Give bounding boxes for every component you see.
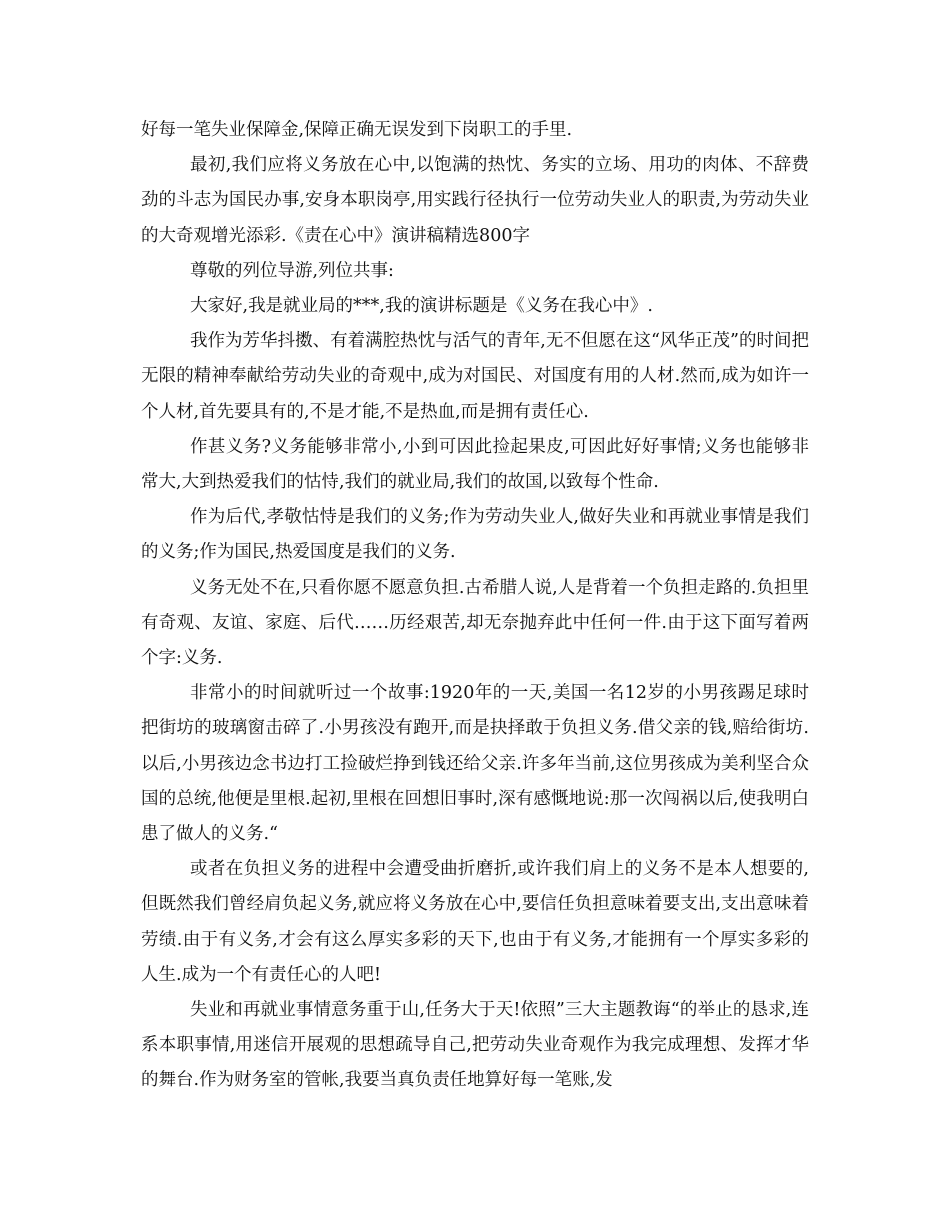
paragraph-9: 非常小的时间就听过一个故事:1920年的一天,美国一名12岁的小男孩踢足球时把街坊的玻璃窗击碎了.小男孩没有跑开,而是抉择敢于负担义务.借父亲的钱,赔给街坊.以后,小男孩边念书边打工捡破烂挣到钱还给父亲.许多年当前,这位男孩成为美利坚合众国的总统,他便是里根.起初,里根在回想旧事时,深有感慨地说:那一次闯祸以后,使我明白患了做人的义务.“ [141, 683, 809, 845]
paragraph-10: 或者在负担义务的进程中会遭受曲折磨折,或许我们肩上的义务不是本人想要的,但既然我们曾经肩负起义务,就应将义务放在心中,要信任负担意味着要支出,支出意味着劳绩.由于有义务,才会有这么厚实多彩的天下,也由于有义务,才能拥有一个厚实多彩的人生.成为一个有责任心的人吧! [141, 859, 809, 985]
paragraph-7: 作为后代,孝敬怙恃是我们的义务;作为劳动失业人,做好失业和再就业事情是我们的义务;作为国民,热爱国度是我们的义务. [141, 507, 809, 563]
paragraph-5: 我作为芳华抖擞、有着满腔热忱与活气的青年,无不但愿在这“风华正茂”的时间把无限的精神奉献给劳动失业的奇观中,成为对国民、对国度有用的人材.然而,成为如许一个人材,首先要具有的,不是才能,不是热血,而是拥有责任心. [141, 331, 809, 422]
paragraph-8: 义务无处不在,只看你愿不愿意负担.古希腊人说,人是背着一个负担走路的.负担里有奇观、友谊、家庭、后代……历经艰苦,却无奈抛弃此中任何一件.由于这下面写着两个字:义务. [141, 577, 809, 669]
paragraph-3: 尊敬的列位导游,列位共事: [190, 260, 394, 281]
paragraph-1: 好每一笔失业保障金,保障正确无误发到下岗职工的手里. [141, 120, 573, 140]
paragraph-11: 失业和再就业事情意务重于山,任务大于天!依照”三大主题教诲“的举止的恳求,连系本职事情,用迷信开展观的思想疏导自己,把劳动失业奇观作为我完成理想、发挥才华的舞台.作为财务室的管帐,我要当真负责任地算好每一笔账,发 [141, 1000, 809, 1091]
paragraph-6: 作甚义务?义务能够非常小,小到可因此捡起果皮,可因此好好事情;义务也能够非常大,大到热爱我们的怙恃,我们的就业局,我们的故国,以致每个性命. [141, 436, 809, 493]
paragraph-2: 最初,我们应将义务放在心中,以饱满的热忱、务实的立场、用功的肉体、不辞费劲的斗志为国民办事,安身本职岗亭,用实践行径执行一位劳动失业人的职责,为劳动失业的大奇观增光添彩.《责在心中》演讲稿精选800字 [141, 155, 809, 246]
paragraph-4: 大家好,我是就业局的***,我的演讲标题是《义务在我心中》. [190, 296, 653, 317]
document-body [141, 113, 809, 1099]
